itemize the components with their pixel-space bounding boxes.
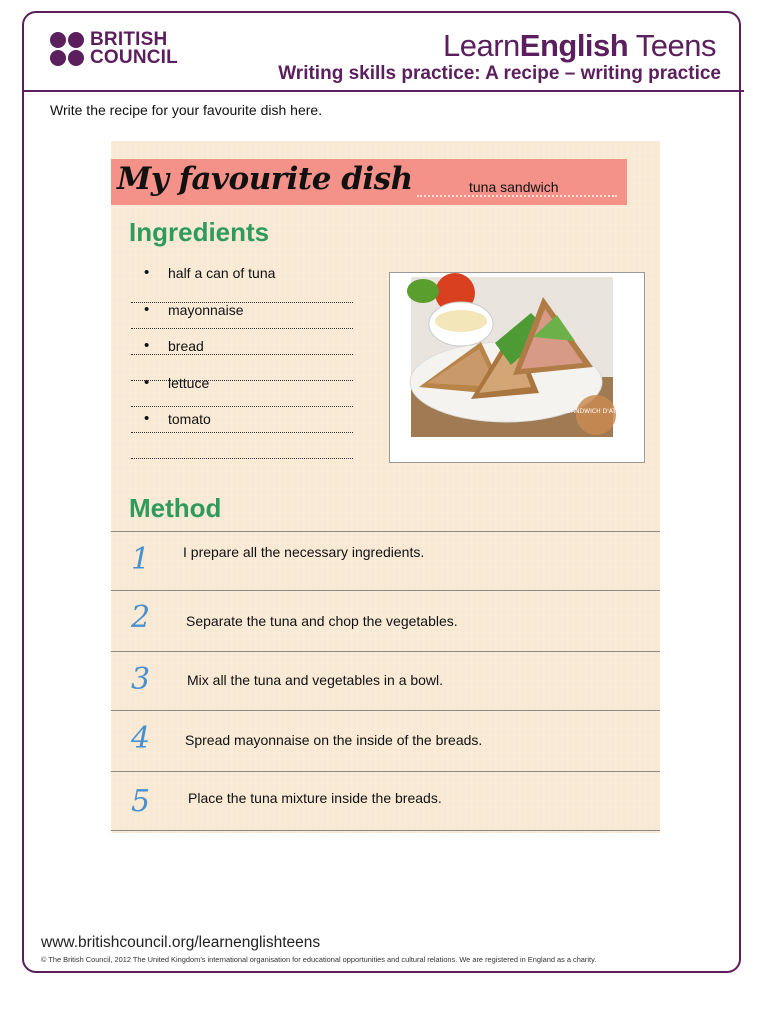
step-number: 5 [131, 784, 151, 819]
method-step [111, 710, 660, 756]
dish-banner [111, 159, 627, 205]
step-number: 1 [131, 542, 151, 577]
page-subtitle: Writing skills practice: A recipe – writing practice [278, 63, 721, 84]
list-item[interactable]: • tomato [144, 411, 275, 448]
dish-answer-line [417, 195, 617, 197]
logo-line-2: COUNCIL [90, 47, 178, 68]
british-council-logo [50, 31, 178, 67]
step-text[interactable]: Spread mayonnaise on the inside of the breads. [185, 732, 483, 748]
ingredient-list [144, 265, 275, 448]
list-item[interactable]: • lettuce [144, 375, 275, 412]
list-item[interactable]: • half a can of tuna [144, 265, 275, 302]
list-item[interactable]: • bread [144, 338, 275, 375]
dish-name[interactable]: tuna sandwich [469, 179, 559, 195]
intro-instruction: Write the recipe for your favourite dish here. [50, 102, 323, 118]
logo-dots-icon [50, 32, 84, 66]
sandwich-photo [411, 277, 625, 437]
photo-caption: SANDWICH D'ATUN [567, 408, 625, 415]
dish-photo-frame [389, 272, 645, 463]
ingredients-heading: Ingredients [129, 217, 270, 247]
step-text[interactable]: I prepare all the necessary ingredients. [183, 544, 425, 560]
footer-copyright: © The British Council, 2012 The United Kingdom’s international organisation for educational opportunities and cultural relations. We are registered in England as a charity. [41, 955, 597, 964]
step-number: 4 [131, 721, 151, 756]
method-step [111, 771, 660, 819]
method-heading: Method [129, 493, 222, 523]
dish-heading: My favourite dish [117, 161, 413, 197]
method-bottom-rule [111, 830, 660, 831]
learnenglish-teens-logo: LearnEnglish Teens [442, 28, 716, 63]
method-step [111, 590, 660, 635]
step-number: 2 [131, 600, 151, 635]
step-text[interactable]: Mix all the tuna and vegetables in a bowl. [187, 672, 444, 688]
footer-url[interactable]: www.britishcouncil.org/learnenglishteens [41, 934, 321, 951]
step-text[interactable]: Separate the tuna and chop the vegetables. [186, 613, 458, 629]
list-item[interactable]: • mayonnaise [144, 302, 275, 339]
step-number: 3 [131, 662, 151, 697]
header-divider [22, 90, 744, 92]
method-step [111, 531, 660, 577]
step-text[interactable]: Place the tuna mixture inside the breads. [188, 790, 442, 806]
method-step [111, 651, 660, 697]
logo-line-1: BRITISH [90, 29, 168, 50]
recipe-card [111, 141, 660, 833]
